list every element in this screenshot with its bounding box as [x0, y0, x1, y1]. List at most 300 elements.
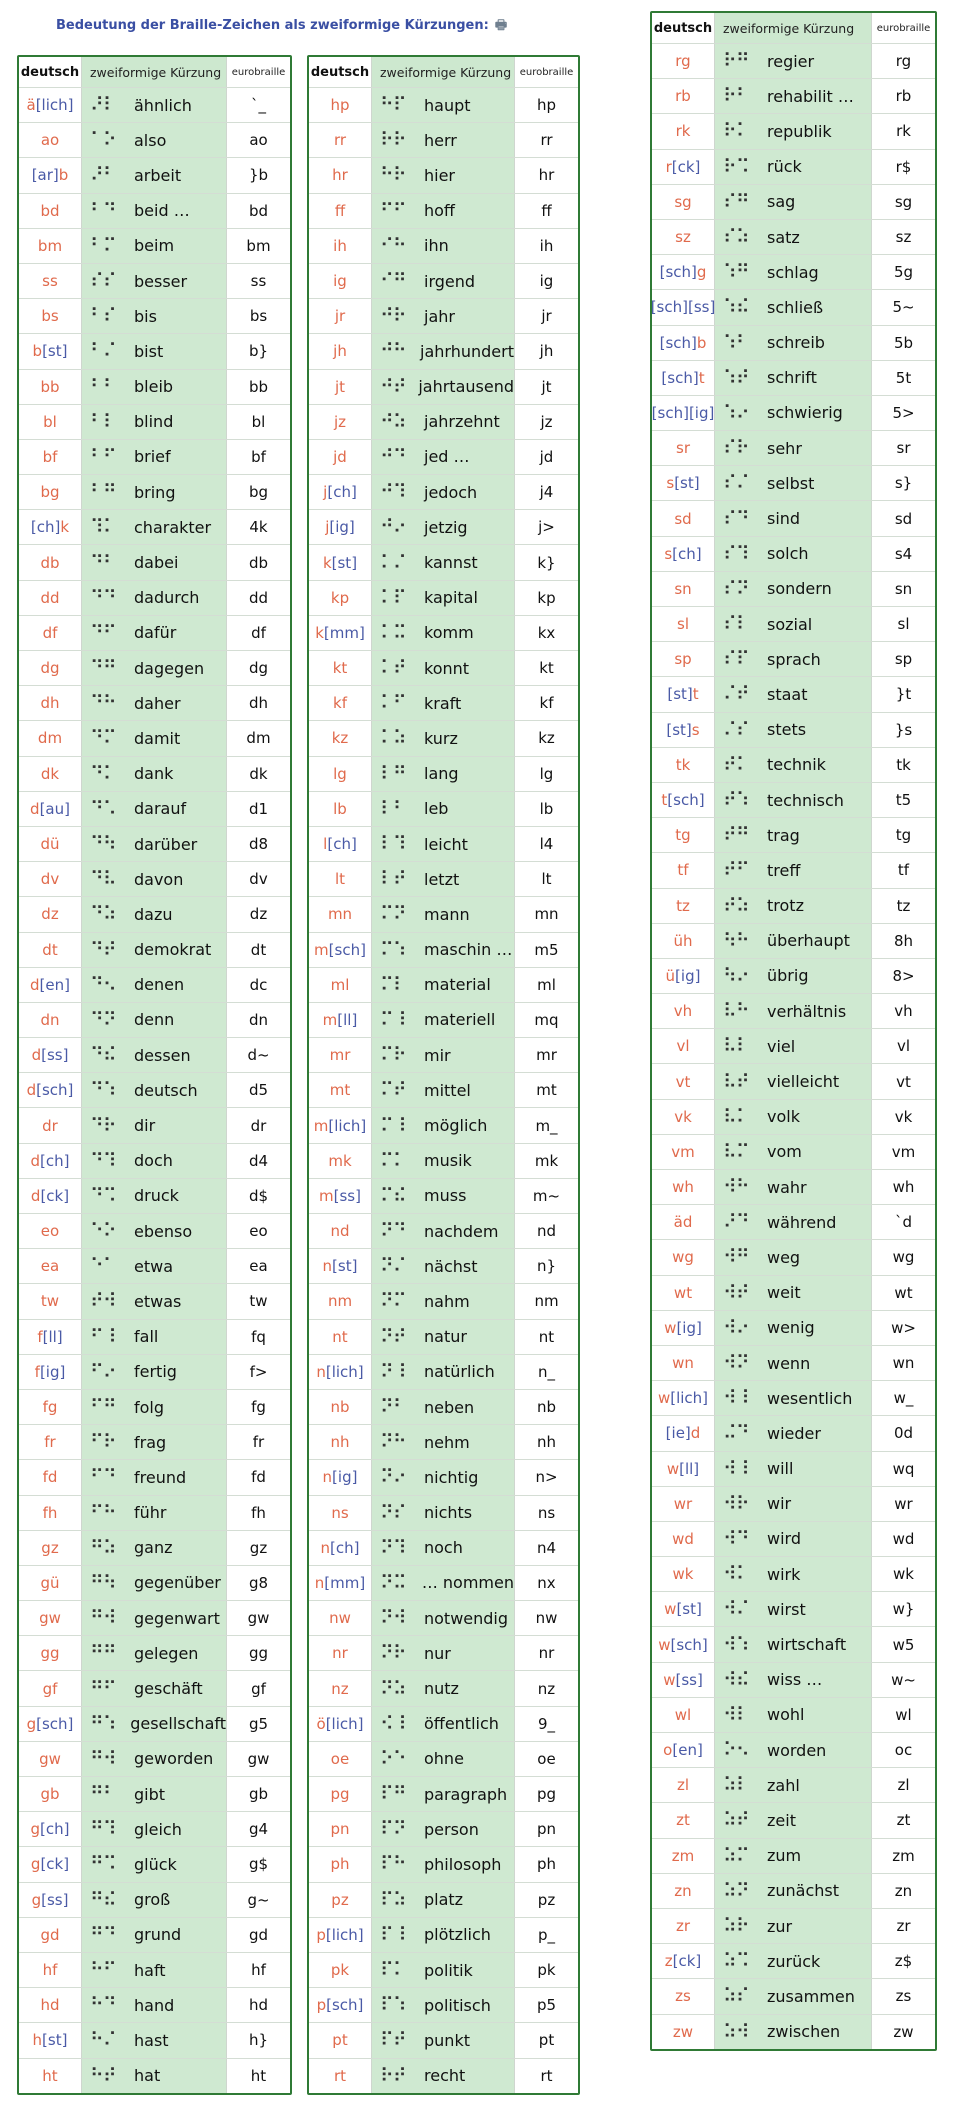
braille-dots: ⠃⠙: [90, 199, 116, 222]
table-row: [652, 641, 935, 676]
eurobraille-cell: db: [226, 545, 290, 579]
kuerzung-cell: [715, 220, 871, 254]
table-row: [652, 1521, 935, 1556]
braille-dots: ⠙⠧: [90, 868, 116, 891]
deutsch-cell: n [ig]: [309, 1460, 372, 1494]
word-label: wiss …: [767, 1670, 823, 1690]
table-row: [309, 1107, 578, 1142]
deutsch-cell: ns: [309, 1496, 372, 1530]
deutsch-cell: gw: [19, 1601, 82, 1635]
table-row: [19, 1952, 290, 1987]
eurobraille-cell: tg: [871, 818, 935, 852]
table-row: [19, 791, 290, 826]
deutsch-cell: gü: [19, 1566, 82, 1600]
word-label: jahrzehnt: [424, 412, 500, 432]
word-label: etwas: [134, 1291, 182, 1311]
braille-dots: ⠅⠭: [380, 621, 406, 644]
deutsch-cell: vl: [652, 1029, 715, 1063]
eurobraille-cell: zt: [871, 1803, 935, 1837]
deutsch-cell: zs: [652, 1979, 715, 2013]
deutsch-cell: sz: [652, 220, 715, 254]
table-row: [652, 1978, 935, 2013]
deutsch-cell: wl: [652, 1698, 715, 1732]
word-label: schreib: [767, 333, 825, 353]
braille-dots: ⠙⠢: [90, 973, 116, 996]
braille-dots: ⠺⠮: [723, 1668, 749, 1691]
page-title: [56, 16, 507, 38]
table-row: [652, 888, 935, 923]
deutsch-cell: gz: [19, 1531, 82, 1565]
braille-dots: ⠳⠓: [723, 929, 749, 952]
table-row: [309, 861, 578, 896]
kuerzung-cell: [82, 1214, 226, 1248]
eurobraille-cell: jd: [514, 440, 578, 474]
braille-dots: ⠅⠌: [380, 551, 406, 574]
braille-dots: ⠙⠋: [90, 621, 116, 644]
kuerzung-cell: [715, 924, 871, 958]
eurobraille-cell: ht: [226, 2059, 290, 2093]
braille-dots: ⠛⠩: [90, 1853, 116, 1876]
eurobraille-cell: gw: [226, 1742, 290, 1776]
eurobraille-cell: ns: [514, 1496, 578, 1530]
braille-dots: ⠞⠺: [90, 1290, 116, 1313]
kuerzung-cell: [715, 361, 871, 395]
kuerzung-cell: [372, 1003, 514, 1037]
braille-dots: ⠺⠙: [723, 1527, 749, 1550]
deutsch-cell: pk: [309, 1953, 372, 1987]
eurobraille-cell: ml: [514, 968, 578, 1002]
deutsch-cell: fd: [19, 1460, 82, 1494]
braille-dots: ⠺⠸: [723, 1457, 749, 1480]
word-label: politik: [424, 1960, 473, 1980]
word-label: wird: [767, 1529, 801, 1549]
word-label: ganz: [134, 1538, 173, 1558]
table-row: [19, 1565, 290, 1600]
braille-dots: ⠛⠺: [90, 1747, 116, 1770]
braille-dots: ⠗⠅: [723, 120, 749, 143]
braille-dots: ⠅⠏: [380, 586, 406, 609]
deutsch-cell: kt: [309, 651, 372, 685]
table-row: [309, 791, 578, 826]
eurobraille-cell: bd: [226, 194, 290, 228]
deutsch-cell: gb: [19, 1777, 82, 1811]
braille-dots: ⠙⠳: [90, 833, 116, 856]
eurobraille-cell: mn: [514, 897, 578, 931]
kuerzung-cell: [372, 1988, 514, 2022]
kuerzung-cell: [82, 1179, 226, 1213]
eurobraille-cell: tk: [871, 748, 935, 782]
word-label: frag: [134, 1432, 167, 1452]
table-row: [309, 1248, 578, 1283]
kuerzung-cell: [82, 1460, 226, 1494]
kuerzung-cell: [715, 1452, 871, 1486]
eurobraille-cell: zm: [871, 1839, 935, 1873]
braille-dots: ⠋⠸: [90, 1325, 116, 1348]
braille-dots: ⠎⠎: [90, 270, 116, 293]
kuerzung-cell: [372, 1777, 514, 1811]
braille-dots: ⠛⠳: [90, 1571, 116, 1594]
eurobraille-cell: l4: [514, 827, 578, 861]
braille-dots: ⠙⠗: [90, 1114, 116, 1137]
kuerzung-cell: [82, 651, 226, 685]
word-label: nehm: [424, 1432, 470, 1452]
eurobraille-cell: zn: [871, 1874, 935, 1908]
braille-dots: ⠺⠱: [723, 1633, 749, 1656]
table-row: [309, 1741, 578, 1776]
braille-dots: ⠁⠕: [90, 129, 116, 152]
table-row: [19, 826, 290, 861]
word-label: trotz: [767, 896, 804, 916]
word-label: nur: [424, 1643, 451, 1663]
word-label: hand: [134, 1995, 175, 2015]
eurobraille-cell: dd: [226, 581, 290, 615]
kuerzung-cell: [82, 545, 226, 579]
word-label: führ: [134, 1503, 167, 1523]
deutsch-cell: ö [lich]: [309, 1707, 372, 1741]
deutsch-cell: vk: [652, 1100, 715, 1134]
deutsch-cell: eo: [19, 1214, 82, 1248]
deutsch-cell: j [ch]: [309, 475, 372, 509]
word-label: nichtig: [424, 1467, 479, 1487]
header-kuerzung: zweiformige Kürzung: [372, 57, 514, 87]
header-eurobraille: eurobraille: [514, 57, 578, 87]
braille-dots: ⠎⠵: [723, 226, 749, 249]
word-label: will: [767, 1459, 794, 1479]
word-label: vom: [767, 1142, 802, 1162]
kuerzung-cell: [372, 2059, 514, 2093]
kuerzung-cell: [82, 475, 226, 509]
deutsch-cell: bf: [19, 440, 82, 474]
word-label: herr: [424, 130, 457, 150]
deutsch-cell: bl: [19, 405, 82, 439]
word-label: gesellschaft: [130, 1714, 226, 1734]
braille-dots: ⠃⠛: [90, 481, 116, 504]
eurobraille-cell: d1: [226, 792, 290, 826]
kuerzung-cell: [82, 264, 226, 298]
deutsch-cell: ss: [19, 264, 82, 298]
kuerzung-cell: [372, 897, 514, 931]
kuerzung-cell: [372, 264, 514, 298]
table-row: [652, 1134, 935, 1169]
braille-dots: ⠛⠋: [90, 1677, 116, 1700]
kuerzung-cell: [715, 1416, 871, 1450]
kuerzung-cell: [82, 370, 226, 404]
word-label: satz: [767, 227, 800, 247]
deutsch-cell: jt: [309, 370, 372, 404]
kuerzung-cell: [372, 370, 514, 404]
deutsch-cell: g [sch]: [19, 1707, 82, 1741]
table-row: [19, 580, 290, 615]
kuerzung-cell: [82, 510, 226, 544]
braille-dots: ⠜⠃: [90, 164, 116, 187]
braille-dots: ⠝⠙: [380, 1220, 406, 1243]
deutsch-cell: n [mm]: [309, 1566, 372, 1600]
word-label: musik: [424, 1151, 472, 1171]
table-row: [309, 1354, 578, 1389]
printer-icon[interactable]: 🖶: [494, 18, 508, 33]
eurobraille-cell: t5: [871, 783, 935, 817]
table-row: [19, 1143, 290, 1178]
table-row: [309, 509, 578, 544]
braille-dots: ⠍⠮: [380, 1184, 406, 1207]
deutsch-cell: gw: [19, 1742, 82, 1776]
braille-dots: ⠱⠃: [723, 331, 749, 354]
deutsch-cell: wh: [652, 1170, 715, 1204]
deutsch-cell: zm: [652, 1839, 715, 1873]
kuerzung-cell: [715, 1733, 871, 1767]
braille-dots: ⠹⠅: [90, 516, 116, 539]
deutsch-cell: d [en]: [19, 968, 82, 1002]
braille-dots: ⠇⠛: [380, 762, 406, 785]
deutsch-cell: nm: [309, 1284, 372, 1318]
table-row: [652, 1873, 935, 1908]
braille-dots: ⠜⠙: [723, 1211, 749, 1234]
word-label: gegenwart: [134, 1608, 220, 1628]
table-row: [652, 43, 935, 78]
kuerzung-cell: [82, 88, 226, 122]
word-label: wesentlich: [767, 1388, 853, 1408]
eurobraille-cell: jr: [514, 299, 578, 333]
kuerzung-cell: [372, 88, 514, 122]
kuerzung-cell: [715, 959, 871, 993]
eurobraille-cell: m5: [514, 933, 578, 967]
word-label: irgend: [424, 271, 476, 291]
deutsch-cell: üh: [652, 924, 715, 958]
eurobraille-cell: hp: [514, 88, 578, 122]
eurobraille-cell: gb: [226, 1777, 290, 1811]
word-label: regier: [767, 51, 815, 71]
word-label: noch: [424, 1538, 463, 1558]
kuerzung-cell: [715, 1276, 871, 1310]
kuerzung-cell: [82, 1601, 226, 1635]
deutsch-cell: dz: [19, 897, 82, 931]
kuerzung-cell: [372, 1460, 514, 1494]
deutsch-cell: k [mm]: [309, 616, 372, 650]
braille-dots: ⠇⠹: [380, 833, 406, 856]
deutsch-cell: m [lich]: [309, 1108, 372, 1142]
deutsch-cell: ht: [19, 2059, 82, 2093]
word-label: zunächst: [767, 1881, 840, 1901]
kuerzung-cell: [715, 290, 871, 324]
table-row: [652, 1486, 935, 1521]
table-row: [652, 360, 935, 395]
eurobraille-cell: 5b: [871, 326, 935, 360]
braille-dots: ⠊⠛: [380, 270, 406, 293]
eurobraille-cell: tz: [871, 889, 935, 923]
braille-dots: ⠋⠔: [90, 1360, 116, 1383]
table-row: [309, 1002, 578, 1037]
table-row: [19, 932, 290, 967]
kuerzung-cell: [715, 255, 871, 289]
eurobraille-cell: zl: [871, 1768, 935, 1802]
eurobraille-cell: vm: [871, 1135, 935, 1169]
braille-dots: ⠞⠅: [723, 753, 749, 776]
kuerzung-cell: [372, 1953, 514, 1987]
table-row: [309, 650, 578, 685]
braille-dots: ⠏⠵: [380, 1888, 406, 1911]
table-row: [309, 2058, 578, 2093]
deutsch-cell: [ar] b: [19, 158, 82, 192]
eurobraille-cell: bb: [226, 370, 290, 404]
kuerzung-cell: [82, 1073, 226, 1107]
braille-dots: ⠝⠵: [380, 1677, 406, 1700]
table-row: [309, 826, 578, 861]
braille-dots: ⠍⠞: [380, 1079, 406, 1102]
table-row: [19, 157, 290, 192]
eurobraille-cell: fh: [226, 1496, 290, 1530]
deutsch-cell: j [ig]: [309, 510, 372, 544]
kuerzung-cell: [82, 405, 226, 439]
word-label: mann: [424, 904, 470, 924]
deutsch-cell: jh: [309, 334, 372, 368]
word-label: zeit: [767, 1810, 796, 1830]
eurobraille-cell: oe: [514, 1742, 578, 1776]
braille-dots: ⠺⠓: [723, 1176, 749, 1199]
kuerzung-cell: [715, 1944, 871, 1978]
braille-dots: ⠺⠗: [723, 1492, 749, 1515]
kuerzung-cell: [715, 1663, 871, 1697]
deutsch-cell: hr: [309, 158, 372, 192]
word-label: dir: [134, 1116, 156, 1136]
table-row: [652, 1591, 935, 1626]
kuerzung-cell: [372, 933, 514, 967]
word-label: mir: [424, 1045, 451, 1065]
eurobraille-cell: hr: [514, 158, 578, 192]
word-label: beid …: [134, 201, 190, 221]
deutsch-cell: kp: [309, 581, 372, 615]
eurobraille-cell: m_: [514, 1108, 578, 1142]
kuerzung-cell: [715, 1381, 871, 1415]
table-row: [652, 1802, 935, 1837]
braille-dots: ⠧⠓: [723, 1000, 749, 1023]
braille-dots: ⠕⠢: [723, 1739, 749, 1762]
table-row: [309, 1424, 578, 1459]
kuerzung-cell: [372, 1284, 514, 1318]
eurobraille-cell: fd: [226, 1460, 290, 1494]
braille-dots: ⠓⠗: [380, 164, 406, 187]
kuerzung-cell: [715, 1627, 871, 1661]
braille-dots: ⠓⠋: [90, 1959, 116, 1982]
word-label: kannst: [424, 553, 478, 573]
braille-dots: ⠃⠇: [90, 410, 116, 433]
eurobraille-cell: 8h: [871, 924, 935, 958]
word-label: charakter: [134, 517, 212, 537]
header-deutsch: deutsch: [309, 57, 372, 87]
kuerzung-cell: [372, 1108, 514, 1142]
braille-dots: ⠙⠅: [90, 762, 116, 785]
deutsch-cell: d [au]: [19, 792, 82, 826]
braille-dots: ⠺⠞: [723, 1281, 749, 1304]
kuerzung-cell: [372, 475, 514, 509]
table-row: [309, 263, 578, 298]
table-row: [309, 87, 578, 122]
word-label: dessen: [134, 1045, 191, 1065]
word-label: technisch: [767, 790, 844, 810]
kuerzung-cell: [372, 862, 514, 896]
table-row: [309, 157, 578, 192]
eurobraille-cell: jh: [514, 334, 578, 368]
eurobraille-cell: wk: [871, 1557, 935, 1591]
eurobraille-cell: dg: [226, 651, 290, 685]
word-label: groß: [134, 1890, 171, 1910]
kuerzung-cell: [372, 1214, 514, 1248]
braille-dots: ⠵⠎: [723, 1985, 749, 2008]
word-label: grund: [134, 1925, 182, 1945]
table-row: [19, 1248, 290, 1283]
table-row: [19, 1846, 290, 1881]
deutsch-cell: sp: [652, 642, 715, 676]
eurobraille-cell: h}: [226, 2023, 290, 2057]
eurobraille-cell: 9_: [514, 1707, 578, 1741]
deutsch-cell: p [lich]: [309, 1918, 372, 1952]
word-label: fall: [134, 1327, 159, 1347]
word-label: arbeit: [134, 165, 182, 185]
header-deutsch: deutsch: [652, 13, 715, 43]
deutsch-cell: w [sch]: [652, 1627, 715, 1661]
eurobraille-cell: dc: [226, 968, 290, 1002]
eurobraille-cell: w}: [871, 1592, 935, 1626]
table-row: [19, 87, 290, 122]
braille-dots: ⠺⠅: [723, 1563, 749, 1586]
deutsch-cell: l [ch]: [309, 827, 372, 861]
deutsch-cell: g [ck]: [19, 1847, 82, 1881]
table-row: [652, 1345, 935, 1380]
braille-dots: ⠋⠋: [380, 199, 406, 222]
eurobraille-cell: r$: [871, 150, 935, 184]
deutsch-cell: vt: [652, 1064, 715, 1098]
kuerzung-cell: [372, 1707, 514, 1741]
braille-dots: ⠏⠱: [380, 1994, 406, 2017]
deutsch-cell: f [ig]: [19, 1355, 82, 1389]
table-row: [652, 817, 935, 852]
table-row: [19, 298, 290, 333]
eurobraille-cell: n4: [514, 1531, 578, 1565]
table-row: [652, 325, 935, 360]
deutsch-cell: fh: [19, 1496, 82, 1530]
word-label: volk: [767, 1107, 800, 1127]
eurobraille-cell: n>: [514, 1460, 578, 1494]
braille-dots: ⠪⠸: [380, 1712, 406, 1735]
table-row: [309, 404, 578, 439]
table-row: [309, 122, 578, 157]
table-row: [652, 1275, 935, 1310]
eurobraille-cell: dt: [226, 933, 290, 967]
word-label: leb: [424, 799, 449, 819]
table-row: [309, 1776, 578, 1811]
table-row: [309, 544, 578, 579]
word-label: während: [767, 1212, 837, 1232]
eurobraille-cell: w_: [871, 1381, 935, 1415]
braille-dots: ⠃⠌: [90, 340, 116, 363]
kuerzung-cell: [372, 194, 514, 228]
word-label: ohne: [424, 1749, 464, 1769]
braille-dots: ⠝⠞: [380, 1325, 406, 1348]
table-row: [309, 580, 578, 615]
word-label: möglich: [424, 1116, 488, 1136]
kuerzung-cell: [372, 651, 514, 685]
deutsch-cell: g [ss]: [19, 1883, 82, 1917]
braille-dots: ⠺⠔: [723, 1316, 749, 1339]
word-label: viel: [767, 1036, 796, 1056]
table-row: [19, 2058, 290, 2093]
table-row: [19, 1741, 290, 1776]
word-label: nichts: [424, 1503, 473, 1523]
word-label: gibt: [134, 1784, 166, 1804]
eurobraille-cell: 0d: [871, 1416, 935, 1450]
word-label: sind: [767, 509, 801, 529]
braille-dots: ⠧⠍: [723, 1140, 749, 1163]
kuerzung-cell: [715, 114, 871, 148]
